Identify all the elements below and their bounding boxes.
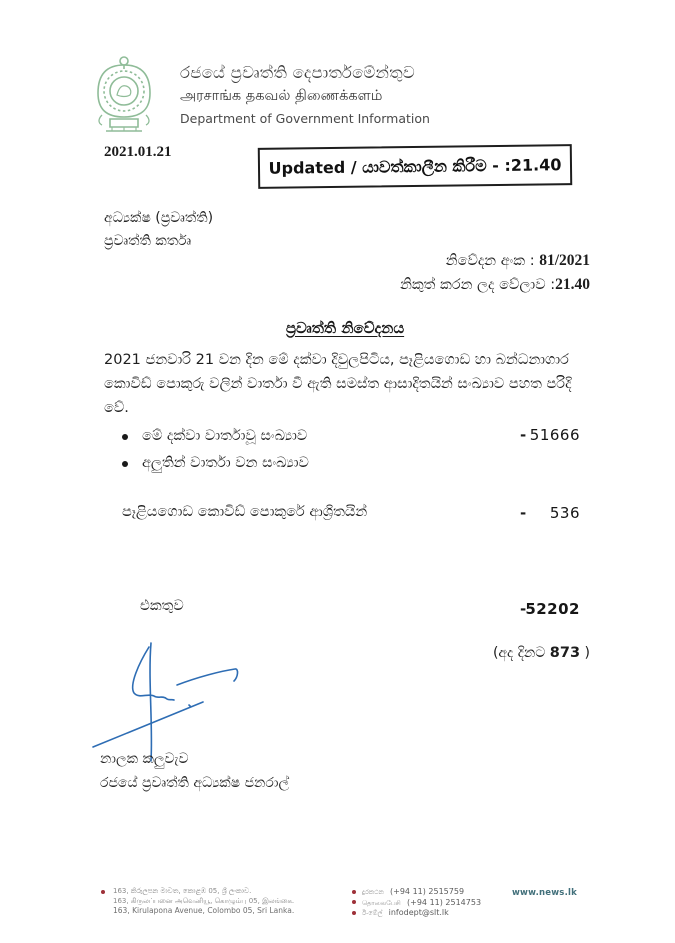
- footer-address-english: 163, Kirulapona Avenue, Colombo 05, Sri Lanka.: [113, 906, 295, 915]
- cluster-value: 536: [549, 504, 580, 522]
- cluster-row-label: පෑළියගොඩ කොවිඩ් පොකුරේ ආශ්‍රිතයින්: [122, 504, 368, 520]
- footer-address-tamil: 163, கிருலப்பனை அவெனியூ, கொழும்பு 05, இலங்கை.: [113, 896, 295, 905]
- signer-name: නාලක කලුවැව: [100, 751, 189, 767]
- signer-title: රජයේ ප්‍රවෘත්ති අධ්‍යක්ෂ ජනරාල්: [100, 775, 290, 791]
- updated-time-text: Updated / යාවත්කාලීන කිරීම - :21.40: [268, 154, 562, 178]
- addressee-block: [104, 207, 213, 253]
- grand-total-value: 52202: [525, 600, 580, 618]
- grand-total-label: එකතුව: [140, 598, 184, 614]
- email-address: infodept@slt.lk: [388, 908, 449, 917]
- body-paragraph: 2021 ජනවාරි 21 වන දින මේ දක්වා දිවුලපිටිය, පෑළියගොඩ හා බන්ධනාගාර කොවිඩ් පොකුරු වලින් වාර්තා වී ඇති සමස්ත ආසාදිතයින් සංඛ්‍යාව පහත පරිදි වේ.: [104, 352, 572, 416]
- document-date: 2021.01.21: [104, 144, 172, 160]
- department-name-sinhala: රජයේ ප්‍රවෘත්ති දෙපාර්තමේන්තුව: [180, 63, 416, 82]
- document-title-row: [0, 318, 675, 337]
- stats-bullet-list: [122, 423, 309, 477]
- dash-separator: -: [520, 426, 527, 444]
- total-to-date-value: 51666: [529, 426, 580, 444]
- footer-address-sinhala: 163, කිරුලපන මාවත, කොළඹ 05, ශ්‍රී ලංකාව.: [113, 887, 252, 895]
- footer-phone2-row: [352, 898, 481, 909]
- addressee-line-2: ප්‍රවෘත්ති කර්තෘ: [104, 233, 192, 249]
- letterhead-footer: [0, 884, 675, 924]
- phone2-label: தொலைபேசி: [362, 898, 401, 907]
- footer-address-block: [113, 887, 294, 916]
- today-note-prefix: (අද දිනට: [492, 645, 550, 661]
- release-time-value: 21.40: [555, 276, 590, 293]
- footer-website: www.news.lk: [512, 888, 577, 898]
- document-title: ප්‍රවෘත්ති නිවේදනය: [285, 319, 405, 337]
- release-time-label: නිකුත් කරන ලද වේලාව :: [400, 277, 556, 293]
- signer-block: [100, 747, 289, 795]
- bullet-icon: [122, 434, 128, 440]
- release-number-line: [400, 249, 590, 273]
- department-name-tamil: அரசாங்க தகவல் திணைக்களம்: [180, 88, 383, 104]
- stat-row-new-cases: [122, 450, 309, 477]
- government-emblem-logo: [92, 53, 156, 137]
- footer-phone1-row: [352, 887, 481, 898]
- today-count-note: [493, 645, 590, 661]
- today-count-value: 873: [549, 645, 581, 661]
- release-number-label: නිවේදන අංක :: [445, 253, 540, 269]
- footer-bullet-icon: [101, 890, 105, 894]
- stat-row1-label: මේ දක්වා වාර්තාවූ සංඛ්‍යාව: [142, 428, 308, 444]
- phone1-number: (+94 11) 2515759: [390, 887, 465, 896]
- footer-contacts-block: [352, 887, 481, 919]
- email-label: ඊ-මේල්: [362, 909, 383, 917]
- bullet-icon: [122, 461, 128, 467]
- dash-separator: -: [520, 504, 527, 522]
- dash-separator: -: [520, 600, 527, 618]
- department-name-block: [180, 63, 430, 126]
- footer-email-row: [352, 908, 481, 919]
- release-info-block: [400, 249, 590, 297]
- stat-row2-label: අලුතින් වාර්තා වන සංඛ්‍යාව: [142, 455, 309, 471]
- updated-time-box: [258, 144, 572, 189]
- addressee-line-1: අධ්‍යක්ෂ (ප්‍රවෘත්ති): [104, 210, 214, 226]
- stat-row-total-to-date: [122, 423, 309, 450]
- phone2-number: (+94 11) 2514753: [407, 897, 482, 907]
- footer-bullet-icon: [352, 900, 356, 904]
- sri-lanka-emblem-icon: [92, 53, 156, 137]
- phone1-label: දුරකථන: [362, 888, 384, 896]
- footer-bullet-icon: [352, 911, 356, 915]
- release-time-line: [400, 273, 590, 297]
- footer-bullet-icon: [352, 890, 356, 894]
- release-number-value: 81/2021: [539, 252, 590, 269]
- department-name-english: Department of Government Information: [180, 111, 430, 126]
- today-note-suffix: ): [580, 645, 590, 661]
